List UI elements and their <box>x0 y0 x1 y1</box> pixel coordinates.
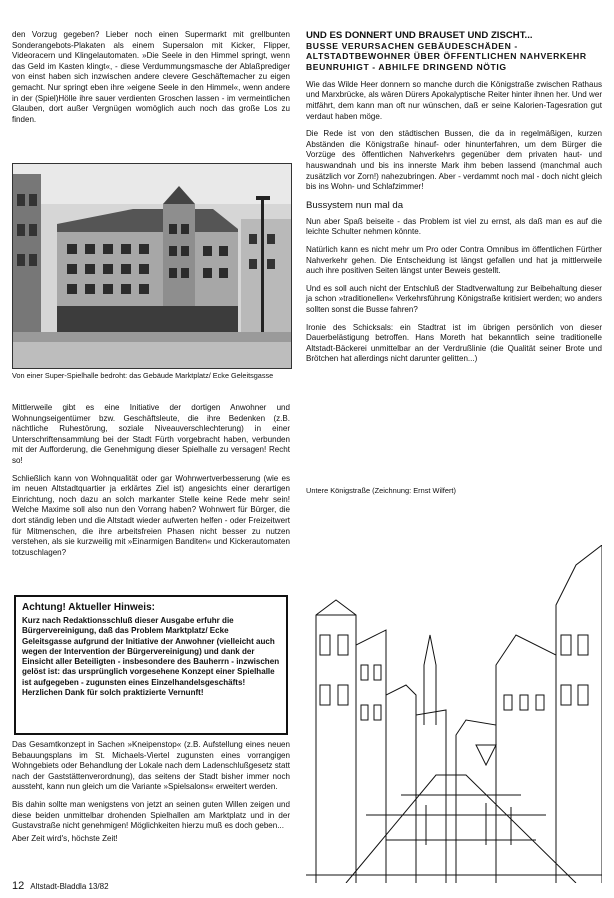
section-title: Bussystem nun mal da <box>306 199 404 211</box>
notice-title: Achtung! Aktueller Hinweis: <box>22 602 155 613</box>
right-paragraph-6: Ironie des Schicksals: ein Stadtrat ist im übrigen persönlich von dieser Dauerbelästigung betroffen. Hans Moreth hat bekanntlich seine traditionelle Altstadt-Bäckerei unmittelbar an der Verdrußlinie (die Qualität seiner Brote und Brötchen hat allerdings nicht darunter gelitten...) <box>306 322 602 364</box>
left-column-bottom <box>12 740 290 851</box>
left-paragraph-3: Schließlich kann von Wohnqualität oder gar Wohnwertverbesserung (wie es im neuen Altstadtquartier ja erklärtes Ziel ist) angesichts einer derartigen Einrichtung, noch dazu an solch markanter Stelle keine Rede mehr sein! Welche Maxime soll also nun den Vorrang haben? Wohnwert für Bürger, die dort ständig leben und die Altstadt wieder aufwerten helfen - oder Freizeitwert für Mitmenschen, die ihre arbeitsfreien Phasen nicht besser zu nutzen verstehen, als sie kurzweilig mit »Einarmigen Banditen« und Kickerautomaten totzuschlagen? <box>12 473 290 557</box>
publication-name: Altstadt-Bladdla 13/82 <box>30 882 109 891</box>
left-column <box>12 30 290 132</box>
sketch-caption: Untere Königstraße (Zeichnung: Ernst Wilfert) <box>306 486 456 495</box>
left-paragraph-4: Das Gesamtkonzept in Sachen »Kneipenstop« (z.B. Aufstellung eines neuen Bebauungsplans im St. Michaels-Viertel zugunsten eines vorrangigen Wohngebiets oder Behandlung der Lokale nach dem Ladenschlußgesetz statt nach der Gaststättenverordnung), das seitens der Stadt bisher immer noch aussteht, kann nun gleich um die Variante »Spielsalons« erweitert werden. <box>12 740 290 792</box>
building-photo <box>12 163 292 369</box>
left-paragraph-1: den Vorzug gegeben? Lieber noch einen Supermarkt mit grellbunten Sonderangebots-Plakaten als einem Supersalon mit Kicker, Flipper, Videoracern und Klingelautomaten. »Die Seele in den Himmel springt, wenn das Geld im Kasten klingt«, - diese Verdummungsmasche der Ablaßprediger von einst haben sich inzwischen andere clevere Geschäftemacher zu eigen gemacht. Nur springt eben ihre »eigene Seele in den Himmel«, wenn andere in der (Spiel)Hölle ihre sauer verdienten Groschen lassen - im vermeintlichen Glauben, dort außer Vergnügen womöglich auch noch das große Los zu finden. <box>12 30 290 124</box>
left-column-middle <box>12 403 290 565</box>
notice-text: Kurz nach Redaktionsschluß dieser Ausgabe erfuhr die Bürgervereinigung, daß das Problem Marktplatz/ Ecke Geleitsgasse aufgrund der Initiative der Anwohner (vielleicht auch wegen der Intervention der Bürgervereinigung) und dank der Einsicht aller Beteiligten - insbesondere des Bauherrn - inzwischen gelöst ist: das ursprünglich vorgesehene Konzept einer Spielhalle ist aufgegeben - zugunsten eines Einzelhandelsgeschäfts! Herzlichen Dank für solch praktizierte Vernunft! <box>22 616 280 698</box>
right-paragraph-2: Die Rede ist von den städtischen Bussen, die da in regelmäßigen, kurzen Abständen die Königstraße hinauf- oder hinunterfahren, um dem Bürger die Vorzüge des öffentlichen Nahverkehrs gegenüber dem privaten haut- und hauswandnah und bis ins innerste Mark ihm beben lassend (manchmal auch zusätzlich vor Zorn!) nahezubringen. Aber - verdammt noch mal - doch nicht gleich bis ins Wohn- und Schlafzimmer! <box>306 129 602 192</box>
right-paragraph-5: Und es soll auch nicht der Entschluß der Stadtverwaltung zur Beibehaltung dieser ja schon »traditionellen« Verkehrsführung Königstraße kritisiert werden; wo anders sollten sonst die Busse fahren? <box>306 283 602 314</box>
article-headline: UND ES DONNERT UND BRAUSET UND ZISCHT... <box>306 30 533 41</box>
page-footer <box>12 880 109 892</box>
right-paragraph-3: Nun aber Spaß beiseite - das Problem ist viel zu ernst, als daß man es auf die leichte Schulter nehmen könnte. <box>306 216 602 237</box>
left-paragraph-6: Aber Zeit wird's, höchste Zeit! <box>12 833 118 843</box>
building-photo-illustration <box>13 164 291 368</box>
right-column <box>306 30 602 372</box>
photo-caption: Von einer Super-Spielhalle bedroht: das Gebäude Marktplatz/ Ecke Geleitsgasse <box>12 371 274 380</box>
notice-box <box>14 595 288 735</box>
page-number: 12 <box>12 880 25 892</box>
left-paragraph-2: Mittlerweile gibt es eine Initiative der dortigen Anwohner und Wohnungseigentümer bzw. Geschäftsleute, die ihre Bedenken (z.B. nächtliche Ruhestörung, soziale Niveauverschlechterung) in einer Unterschriftensammlung bei der Stadt Fürth vorgebracht haben, verbunden mit der Aufforderung, die Genehmigung dieser Spielhalle zu versagen! Recht so! <box>12 403 290 465</box>
street-sketch <box>306 545 602 883</box>
right-paragraph-1: Wie das Wilde Heer donnern so manche durch die Königstraße zwischen Rathaus und Marxbrücke, als wären Dürers Apokalyptische Reiter hinter ihnen her. Und wer mitfährt, dem kann man oft nur wünschen, daß er seine Kalorien-Tagesration gut verdaut haben möge. <box>306 79 602 121</box>
article-subheadline: BUSSE VERURSACHEN GEBÄUDESCHÄDEN - ALTSTADTBEWOHNER ÜBER ÖFFENTLICHEN NAHVERKEHR BEUNRUHIGT - ABHILFE DRINGEND NÖTIG <box>306 41 587 72</box>
right-paragraph-4: Natürlich kann es nicht mehr um Pro oder Contra Omnibus im öffentlichen Fürther Nahverkehr gehen. Die Entscheidung ist längst gefallen und hat ja mittlerweile auch ihre positiven Seiten längst unter Beweis gestellt. <box>306 245 602 276</box>
left-paragraph-5: Bis dahin sollte man wenigstens von jetzt an seinen guten Willen zeigen und diese beiden unmittelbar drohenden Spielhallen am Marktplatz und in der Gustavstraße nicht genehmigen! Möglichkeiten hierzu muß es doch geben... <box>12 799 290 831</box>
street-sketch-drawing <box>306 545 602 883</box>
